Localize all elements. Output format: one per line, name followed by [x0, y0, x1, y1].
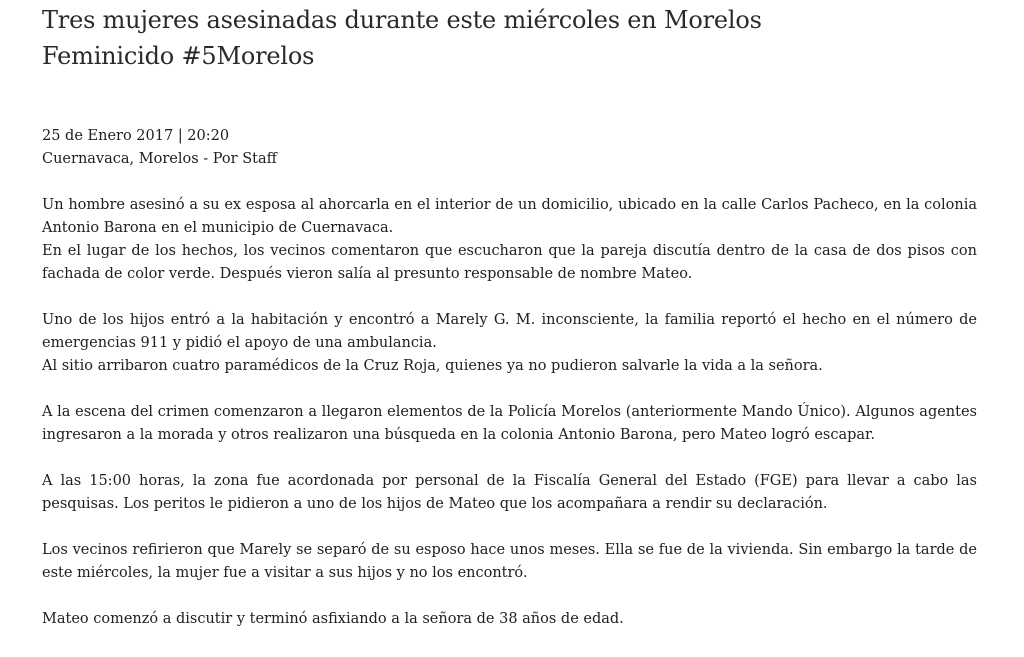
- headline-line-2: Feminicido #5Morelos: [42, 42, 315, 70]
- paragraph-line: Al sitio arribaron cuatro paramédicos de la Cruz Roja, quienes ya no pudieron salvarle la vida a la señora.: [42, 358, 823, 374]
- paragraph-line: Un hombre asesinó a su ex esposa al ahorcarla en el interior de un domicilio, ubicado en la calle Carlos Pacheco, en la colonia Antonio Barona en el municipio de Cuernavaca.: [42, 197, 977, 236]
- article-byline: Cuernavaca, Morelos - Por Staff: [42, 151, 277, 167]
- article-date: 25 de Enero 2017 | 20:20: [42, 128, 230, 144]
- paragraph-line: A la escena del crimen comenzaron a llegaron elementos de la Policía Morelos (anteriormente Mando Único). Algunos agentes ingresaron a la morada y otros realizaron una búsqueda en la colonia Antonio Barona, pero Mateo logró escapar.: [42, 404, 977, 443]
- article-paragraph-5: [42, 539, 977, 585]
- article-paragraph-2: [42, 309, 977, 378]
- paragraph-line: Uno de los hijos entró a la habitación y encontró a Marely G. M. inconsciente, la familia reportó el hecho en el número de emergencias 911 y pidió el apoyo de una ambulancia.: [42, 312, 977, 351]
- article-body: [42, 194, 977, 654]
- paragraph-line: Mateo comenzó a discutir y terminó asfixiando a la señora de 38 años de edad.: [42, 611, 624, 627]
- article-headline: [42, 2, 1002, 74]
- article-paragraph-1: [42, 194, 977, 286]
- paragraph-line: En el lugar de los hechos, los vecinos comentaron que escucharon que la pareja discutía dentro de la casa de dos pisos con fachada de color verde. Después vieron salía al presunto responsable de nombre Mateo.: [42, 243, 977, 282]
- headline-line-1: Tres mujeres asesinadas durante este miércoles en Morelos: [42, 6, 762, 34]
- article-paragraph-6: [42, 608, 977, 631]
- paragraph-line: A las 15:00 horas, la zona fue acordonada por personal de la Fiscalía General del Estado (FGE) para llevar a cabo las pesquisas. Los peritos le pidieron a uno de los hijos de Mateo que los acompañara a rendir su declaración.: [42, 473, 977, 512]
- paragraph-line: Los vecinos refirieron que Marely se separó de su esposo hace unos meses. Ella se fue de la vivienda. Sin embargo la tarde de este miércoles, la mujer fue a visitar a sus hijos y no los encontró.: [42, 542, 977, 581]
- article-paragraph-3: [42, 401, 977, 447]
- article-paragraph-4: [42, 470, 977, 516]
- article-meta: [42, 125, 982, 171]
